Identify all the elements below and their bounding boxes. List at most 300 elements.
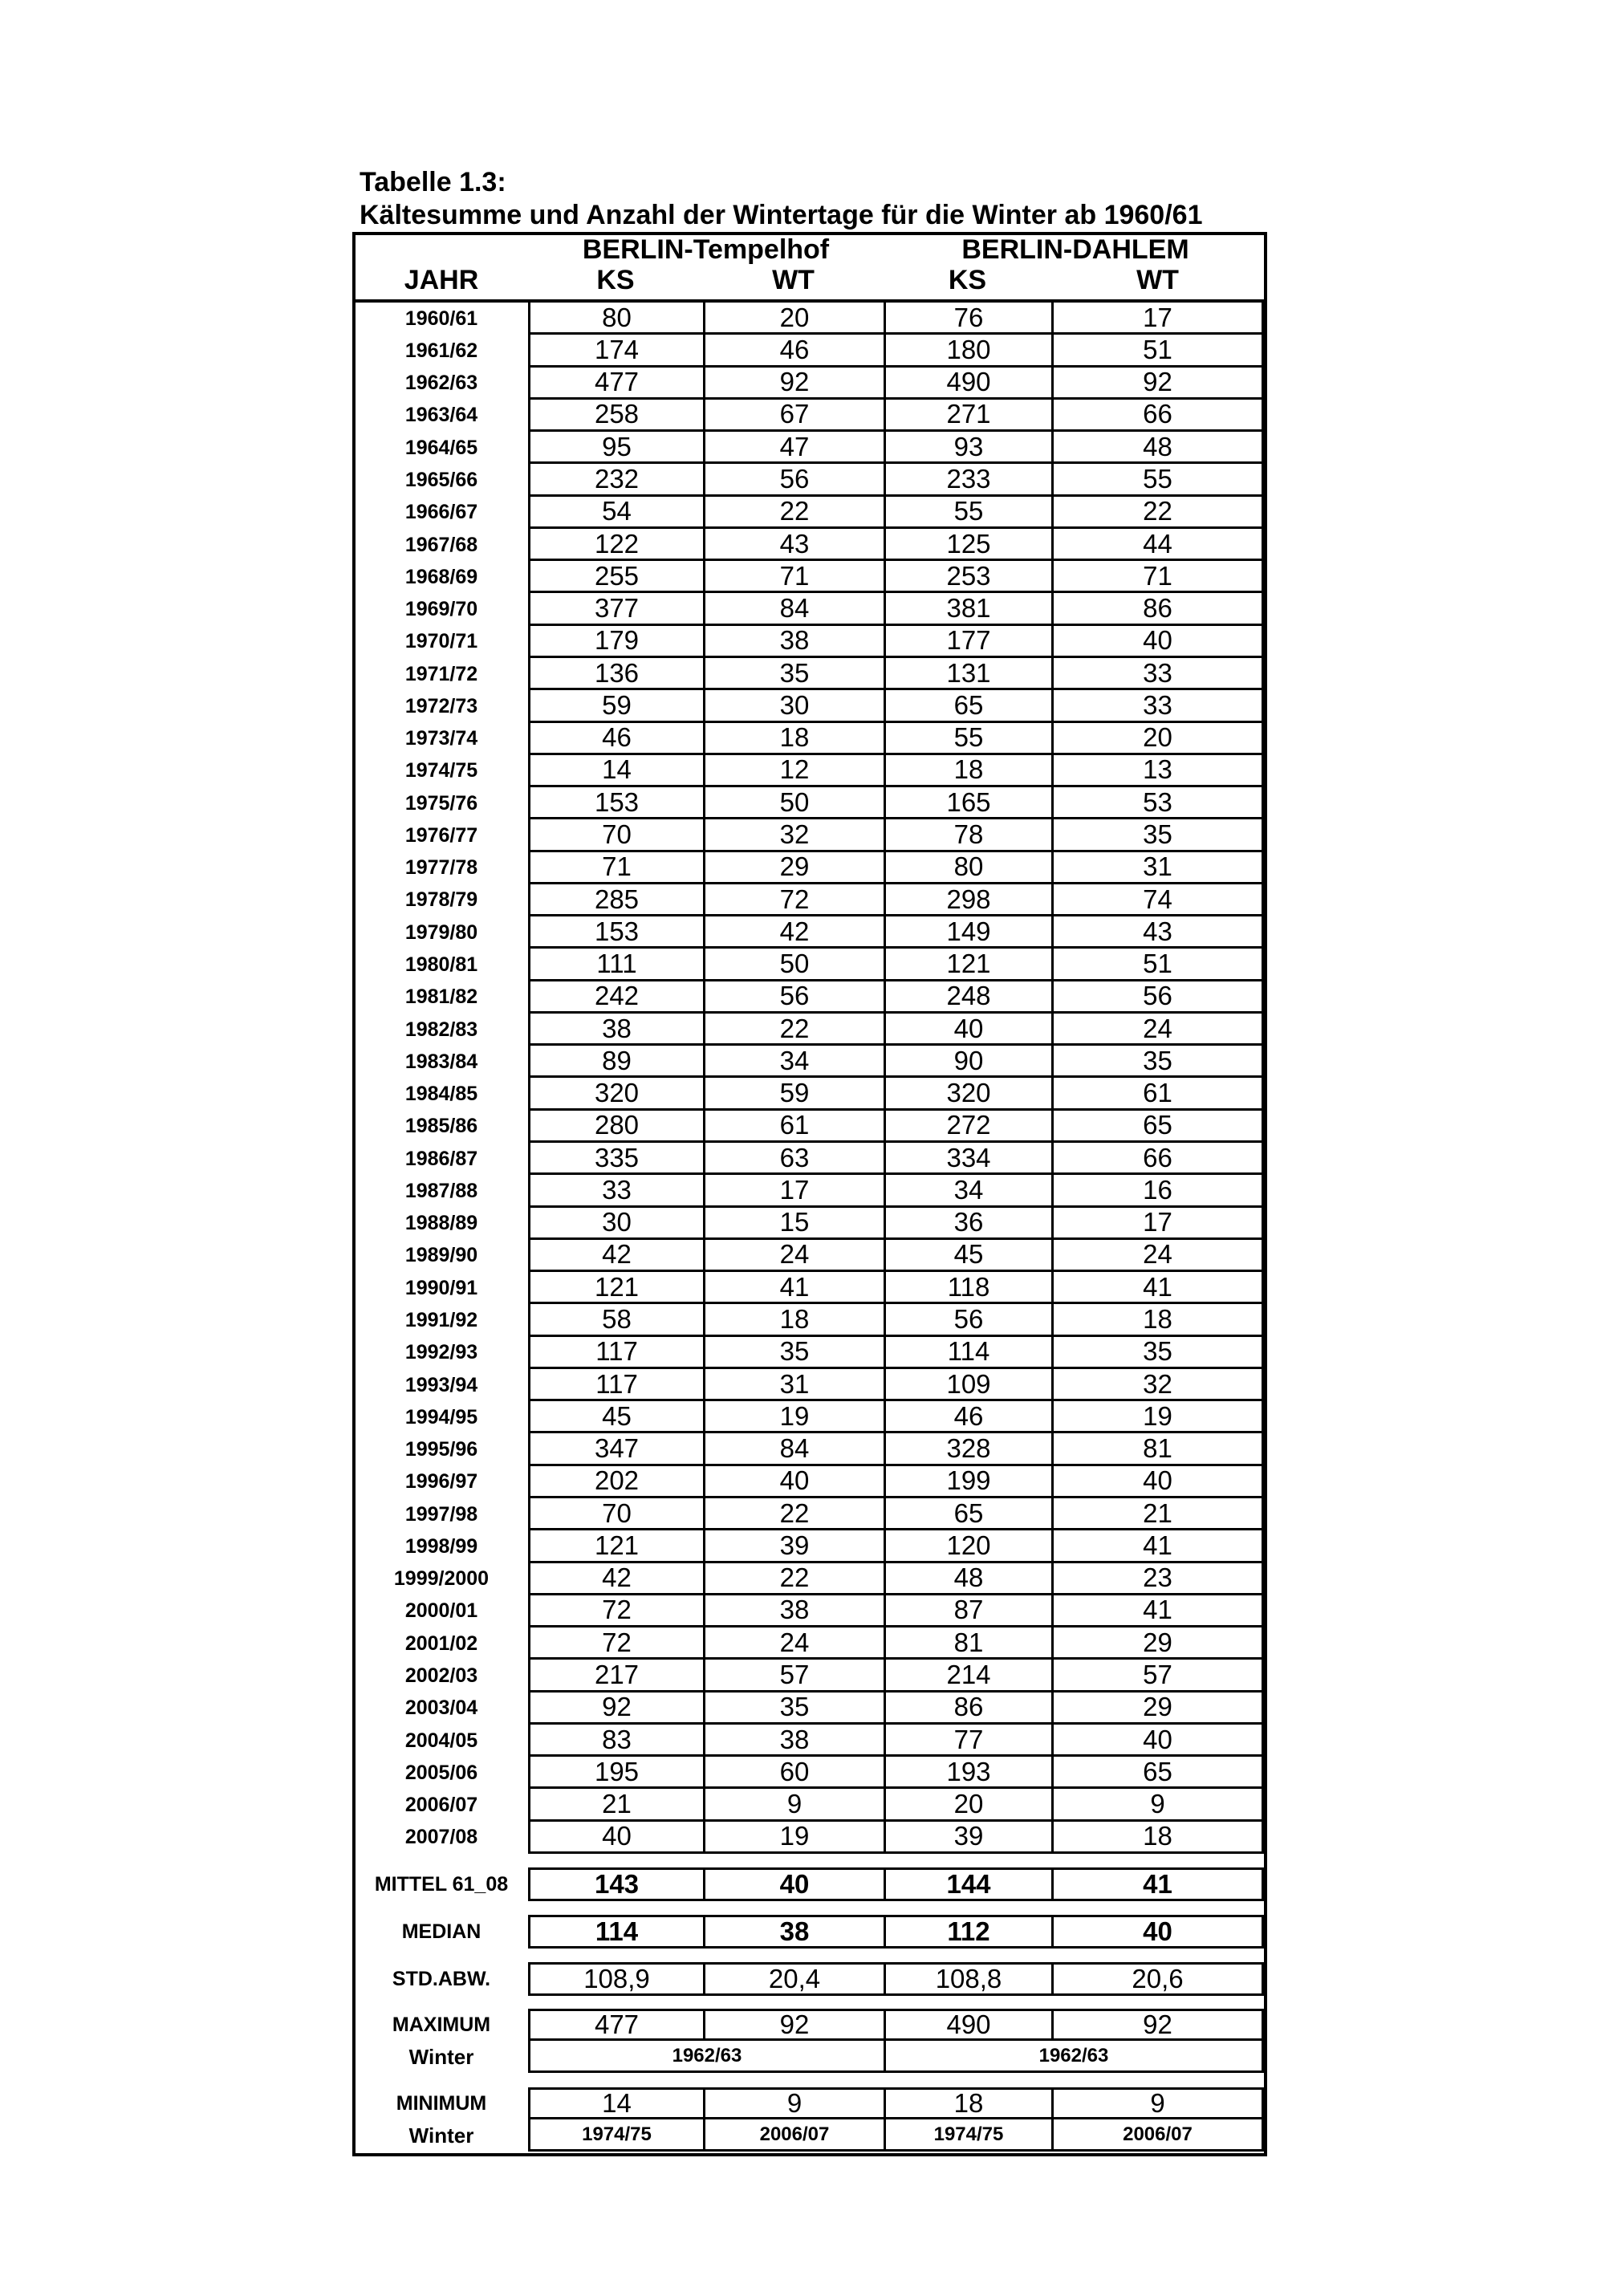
table-row xyxy=(356,1563,1264,1595)
table-cell: 120 xyxy=(884,1530,1051,1562)
table-cell: 38 xyxy=(528,1014,703,1046)
table-cell: 71 xyxy=(703,561,884,593)
stat-label: MITTEL 61_08 xyxy=(374,1872,509,1896)
year-label: 1986/87 xyxy=(404,1147,478,1170)
table-cell: 114 xyxy=(884,1337,1051,1369)
table-cell: 35 xyxy=(703,658,884,690)
table-row xyxy=(356,529,1264,561)
year-label: 1984/85 xyxy=(404,1083,478,1106)
table-cell: 179 xyxy=(528,626,703,658)
table-cell: 285 xyxy=(528,884,703,916)
table-cell: 33 xyxy=(528,1175,703,1207)
table-cell: 21 xyxy=(1051,1498,1264,1530)
table-cell: 34 xyxy=(884,1175,1051,1207)
table-row xyxy=(356,884,1264,916)
table-cell: 253 xyxy=(884,561,1051,593)
table-cell: 272 xyxy=(884,1111,1051,1143)
stat-cell: 2006/07 xyxy=(703,2119,884,2152)
table-title: Kältesumme und Anzahl der Wintertage für die Winter ab 1960/61 xyxy=(360,200,1203,230)
year-label: 1965/66 xyxy=(404,468,478,491)
table-row xyxy=(356,723,1264,755)
stat-cell: 114 xyxy=(528,1915,703,1949)
table-cell: 174 xyxy=(528,335,703,367)
col-header-wt-tempelhof: WT xyxy=(772,265,815,295)
col-header-ks-dahlem: KS xyxy=(948,265,987,295)
table-row xyxy=(356,755,1264,787)
table-cell: 55 xyxy=(1051,464,1264,496)
year-label: 1999/2000 xyxy=(393,1567,490,1591)
year-label: 2003/04 xyxy=(404,1697,478,1720)
table-row xyxy=(356,1498,1264,1530)
table-cell: 477 xyxy=(528,368,703,400)
table-cell: 122 xyxy=(528,529,703,561)
stat-cell: 144 xyxy=(884,1867,1051,1901)
table-cell: 381 xyxy=(884,593,1051,625)
table-cell: 35 xyxy=(703,1337,884,1369)
table-cell: 38 xyxy=(703,1725,884,1757)
year-label: 1987/88 xyxy=(404,1179,478,1202)
table-cell: 83 xyxy=(528,1725,703,1757)
table-row xyxy=(356,1530,1264,1562)
year-label: 1968/69 xyxy=(404,565,478,588)
table-row xyxy=(356,1595,1264,1628)
table-cell: 56 xyxy=(703,981,884,1014)
table-cell: 42 xyxy=(528,1240,703,1272)
table-cell: 65 xyxy=(884,690,1051,722)
table-cell: 59 xyxy=(703,1078,884,1110)
table-cell: 199 xyxy=(884,1466,1051,1498)
stat-row-mittel xyxy=(356,1867,1264,1901)
table-row xyxy=(356,1369,1264,1401)
table-row xyxy=(356,852,1264,884)
stat-cell: 40 xyxy=(703,1867,884,1901)
year-label: 1971/72 xyxy=(404,662,478,685)
table-cell: 80 xyxy=(884,852,1051,884)
year-label: 1990/91 xyxy=(404,1276,478,1299)
table-cell: 66 xyxy=(1051,1143,1264,1175)
table-cell: 51 xyxy=(1051,949,1264,981)
table-cell: 121 xyxy=(884,949,1051,981)
stat-cell: 92 xyxy=(1051,2009,1264,2041)
table-cell: 121 xyxy=(528,1530,703,1562)
year-label: 1967/68 xyxy=(404,533,478,556)
stat-row-max-winter xyxy=(356,2041,1264,2073)
stat-row-median xyxy=(356,1915,1264,1949)
table-cell: 165 xyxy=(884,787,1051,819)
year-label: 1972/73 xyxy=(404,694,478,717)
table-cell: 55 xyxy=(884,723,1051,755)
table-cell: 22 xyxy=(703,1563,884,1595)
table-cell: 59 xyxy=(528,690,703,722)
table-row xyxy=(356,432,1264,464)
table-cell: 17 xyxy=(703,1175,884,1207)
year-label: 1988/89 xyxy=(404,1212,478,1235)
year-label: 2001/02 xyxy=(404,1632,478,1655)
table-cell: 40 xyxy=(884,1014,1051,1046)
table-cell: 490 xyxy=(884,368,1051,400)
table-row xyxy=(356,1757,1264,1789)
table-row xyxy=(356,1143,1264,1175)
table-cell: 12 xyxy=(703,755,884,787)
table-cell: 125 xyxy=(884,529,1051,561)
year-label: 1977/78 xyxy=(404,856,478,880)
table-cell: 18 xyxy=(703,1304,884,1336)
table-row xyxy=(356,1078,1264,1110)
year-label: 1976/77 xyxy=(404,823,478,847)
table-cell: 335 xyxy=(528,1143,703,1175)
stat-cell: 40 xyxy=(1051,1915,1264,1949)
table-cell: 60 xyxy=(703,1757,884,1789)
table-cell: 22 xyxy=(703,1498,884,1530)
stat-cell: 2006/07 xyxy=(1051,2119,1264,2152)
table-cell: 86 xyxy=(1051,593,1264,625)
year-label: 1992/93 xyxy=(404,1341,478,1364)
table-cell: 56 xyxy=(1051,981,1264,1014)
table-cell: 21 xyxy=(528,1789,703,1821)
table-cell: 71 xyxy=(528,852,703,884)
table-row xyxy=(356,1660,1264,1692)
stat-label: Winter xyxy=(408,2044,474,2069)
table-cell: 232 xyxy=(528,464,703,496)
table-cell: 29 xyxy=(703,852,884,884)
year-label: 1983/84 xyxy=(404,1050,478,1073)
table-row xyxy=(356,981,1264,1014)
table-cell: 33 xyxy=(1051,690,1264,722)
table-cell: 13 xyxy=(1051,755,1264,787)
table-cell: 40 xyxy=(1051,626,1264,658)
table-cell: 24 xyxy=(1051,1014,1264,1046)
table-cell: 214 xyxy=(884,1660,1051,1692)
stat-cell: 41 xyxy=(1051,1867,1264,1901)
table-cell: 65 xyxy=(1051,1757,1264,1789)
table-row xyxy=(356,916,1264,949)
table-cell: 48 xyxy=(1051,432,1264,464)
table-cell: 22 xyxy=(703,1014,884,1046)
table-cell: 81 xyxy=(884,1628,1051,1660)
table-cell: 84 xyxy=(703,593,884,625)
table-cell: 44 xyxy=(1051,529,1264,561)
table-cell: 29 xyxy=(1051,1628,1264,1660)
table-row xyxy=(356,1466,1264,1498)
table-cell: 38 xyxy=(703,626,884,658)
table-cell: 19 xyxy=(703,1401,884,1433)
table-cell: 93 xyxy=(884,432,1051,464)
table-cell: 56 xyxy=(703,464,884,496)
table-cell: 30 xyxy=(528,1208,703,1240)
table-cell: 71 xyxy=(1051,561,1264,593)
year-label: 1994/95 xyxy=(404,1405,478,1428)
table-cell: 24 xyxy=(703,1628,884,1660)
table-cell: 33 xyxy=(1051,658,1264,690)
table-cell: 118 xyxy=(884,1272,1051,1304)
table-cell: 15 xyxy=(703,1208,884,1240)
table-cell: 40 xyxy=(528,1822,703,1854)
table-cell: 39 xyxy=(703,1530,884,1562)
table-cell: 22 xyxy=(1051,497,1264,529)
table-row xyxy=(356,1725,1264,1757)
table-row xyxy=(356,335,1264,367)
table-cell: 18 xyxy=(703,723,884,755)
table-cell: 87 xyxy=(884,1595,1051,1628)
table-cell: 177 xyxy=(884,626,1051,658)
table-cell: 53 xyxy=(1051,787,1264,819)
table-row xyxy=(356,1046,1264,1078)
table-cell: 54 xyxy=(528,497,703,529)
table-cell: 45 xyxy=(528,1401,703,1433)
table-cell: 153 xyxy=(528,787,703,819)
table-cell: 17 xyxy=(1051,303,1264,335)
table-cell: 320 xyxy=(884,1078,1051,1110)
table-row xyxy=(356,1175,1264,1207)
table-cell: 377 xyxy=(528,593,703,625)
table-cell: 43 xyxy=(1051,916,1264,949)
table-cell: 153 xyxy=(528,916,703,949)
table-row xyxy=(356,1337,1264,1369)
stat-label: STD.ABW. xyxy=(392,1967,491,1990)
table-row xyxy=(356,1401,1264,1433)
year-label: 2007/08 xyxy=(404,1826,478,1849)
table-cell: 136 xyxy=(528,658,703,690)
table-cell: 40 xyxy=(703,1466,884,1498)
year-label: 2004/05 xyxy=(404,1729,478,1752)
table-cell: 111 xyxy=(528,949,703,981)
year-label: 1963/64 xyxy=(404,404,478,427)
table-cell: 18 xyxy=(884,755,1051,787)
table-row xyxy=(356,497,1264,529)
table-cell: 72 xyxy=(703,884,884,916)
table-cell: 40 xyxy=(1051,1466,1264,1498)
table-cell: 22 xyxy=(703,497,884,529)
stat-cell: 112 xyxy=(884,1915,1051,1949)
table-cell: 248 xyxy=(884,981,1051,1014)
table-row xyxy=(356,1208,1264,1240)
year-label: 1993/94 xyxy=(404,1373,478,1396)
table-row xyxy=(356,658,1264,690)
table-row xyxy=(356,303,1264,335)
table-cell: 86 xyxy=(884,1693,1051,1725)
table-cell: 255 xyxy=(528,561,703,593)
station-dahlem-header: BERLIN-DAHLEM xyxy=(961,234,1189,265)
table-row xyxy=(356,690,1264,722)
table-row xyxy=(356,368,1264,400)
stat-cell: 477 xyxy=(528,2009,703,2041)
table-row xyxy=(356,1789,1264,1821)
table-cell: 242 xyxy=(528,981,703,1014)
table-cell: 16 xyxy=(1051,1175,1264,1207)
table-cell: 74 xyxy=(1051,884,1264,916)
year-label: 1980/81 xyxy=(404,953,478,977)
year-label: 1981/82 xyxy=(404,985,478,1009)
table-row xyxy=(356,464,1264,496)
table-cell: 66 xyxy=(1051,400,1264,432)
table-cell: 57 xyxy=(1051,1660,1264,1692)
table-cell: 46 xyxy=(884,1401,1051,1433)
table-cell: 35 xyxy=(1051,1046,1264,1078)
table-cell: 65 xyxy=(884,1498,1051,1530)
table-cell: 9 xyxy=(1051,1789,1264,1821)
table-cell: 35 xyxy=(703,1693,884,1725)
stat-cell: 1974/75 xyxy=(528,2119,703,2152)
stat-row-maximum xyxy=(356,2009,1264,2041)
table-cell: 35 xyxy=(1051,1337,1264,1369)
table-cell: 30 xyxy=(703,690,884,722)
year-label: 2002/03 xyxy=(404,1664,478,1687)
table-cell: 202 xyxy=(528,1466,703,1498)
table-cell: 233 xyxy=(884,464,1051,496)
table-cell: 41 xyxy=(1051,1530,1264,1562)
year-label: 1996/97 xyxy=(404,1470,478,1493)
table-cell: 55 xyxy=(884,497,1051,529)
stat-label: MEDIAN xyxy=(401,1920,482,1943)
table-cell: 92 xyxy=(1051,368,1264,400)
table-cell: 90 xyxy=(884,1046,1051,1078)
table-cell: 48 xyxy=(884,1563,1051,1595)
table-cell: 17 xyxy=(1051,1208,1264,1240)
year-label: 1964/65 xyxy=(404,436,478,459)
table-cell: 38 xyxy=(703,1595,884,1628)
year-label: 1962/63 xyxy=(404,372,478,395)
year-label: 1975/76 xyxy=(404,791,478,815)
table-cell: 180 xyxy=(884,335,1051,367)
table-cell: 72 xyxy=(528,1628,703,1660)
table-cell: 39 xyxy=(884,1822,1051,1854)
table-cell: 117 xyxy=(528,1337,703,1369)
table-cell: 42 xyxy=(528,1563,703,1595)
stat-cell: 1962/63 xyxy=(884,2041,1264,2073)
table-row xyxy=(356,561,1264,593)
year-label: 1998/99 xyxy=(404,1534,478,1558)
stat-cell: 9 xyxy=(703,2087,884,2119)
table-cell: 40 xyxy=(1051,1725,1264,1757)
table-row xyxy=(356,1304,1264,1336)
table-cell: 36 xyxy=(884,1208,1051,1240)
table-cell: 31 xyxy=(1051,852,1264,884)
table-cell: 31 xyxy=(703,1369,884,1401)
year-label: 2000/01 xyxy=(404,1599,478,1623)
stat-cell: 1974/75 xyxy=(884,2119,1051,2152)
table-row xyxy=(356,1822,1264,1854)
table-cell: 20 xyxy=(1051,723,1264,755)
table-cell: 56 xyxy=(884,1304,1051,1336)
stat-cell: 20,4 xyxy=(703,1962,884,1996)
stat-cell: 108,8 xyxy=(884,1962,1051,1996)
col-header-jahr: JAHR xyxy=(404,265,479,295)
table-cell: 92 xyxy=(528,1693,703,1725)
stat-cell: 38 xyxy=(703,1915,884,1949)
stat-cell: 14 xyxy=(528,2087,703,2119)
stat-row-std-abw xyxy=(356,1962,1264,1996)
table-row xyxy=(356,626,1264,658)
table-cell: 51 xyxy=(1051,335,1264,367)
table-cell: 109 xyxy=(884,1369,1051,1401)
table-row xyxy=(356,1628,1264,1660)
table-cell: 46 xyxy=(703,335,884,367)
year-label: 1974/75 xyxy=(404,759,478,782)
table-cell: 24 xyxy=(1051,1240,1264,1272)
table-cell: 50 xyxy=(703,949,884,981)
table-cell: 34 xyxy=(703,1046,884,1078)
year-label: 1961/62 xyxy=(404,339,478,362)
year-label: 1960/61 xyxy=(404,307,478,330)
station-tempelhof-header: BERLIN-Tempelhof xyxy=(582,234,830,265)
stat-row-min-winter xyxy=(356,2119,1264,2152)
year-label: 1969/70 xyxy=(404,598,478,621)
table-cell: 61 xyxy=(703,1111,884,1143)
table-cell: 20 xyxy=(884,1789,1051,1821)
year-label: 1991/92 xyxy=(404,1308,478,1331)
table-cell: 347 xyxy=(528,1433,703,1465)
table-cell: 46 xyxy=(528,723,703,755)
stat-label: MAXIMUM xyxy=(392,2013,491,2036)
stat-cell: 490 xyxy=(884,2009,1051,2041)
year-label: 1966/67 xyxy=(404,501,478,524)
table-cell: 89 xyxy=(528,1046,703,1078)
stat-cell: 92 xyxy=(703,2009,884,2041)
year-label: 1985/86 xyxy=(404,1115,478,1138)
table-cell: 58 xyxy=(528,1304,703,1336)
table-cell: 280 xyxy=(528,1111,703,1143)
table-row xyxy=(356,1111,1264,1143)
stat-cell: 20,6 xyxy=(1051,1962,1264,1996)
table-cell: 45 xyxy=(884,1240,1051,1272)
table-header xyxy=(356,235,1264,303)
table-cell: 334 xyxy=(884,1143,1051,1175)
table-cell: 19 xyxy=(1051,1401,1264,1433)
table-cell: 29 xyxy=(1051,1693,1264,1725)
table-cell: 57 xyxy=(703,1660,884,1692)
table-cell: 20 xyxy=(703,303,884,335)
table-cell: 70 xyxy=(528,819,703,851)
table-cell: 63 xyxy=(703,1143,884,1175)
table-row xyxy=(356,949,1264,981)
table-cell: 50 xyxy=(703,787,884,819)
year-label: 1995/96 xyxy=(404,1438,478,1461)
table-cell: 117 xyxy=(528,1369,703,1401)
table-cell: 217 xyxy=(528,1660,703,1692)
stat-label: Winter xyxy=(408,2123,474,2148)
table-cell: 67 xyxy=(703,400,884,432)
stat-cell: 1962/63 xyxy=(528,2041,884,2073)
table-cell: 24 xyxy=(703,1240,884,1272)
table-cell: 35 xyxy=(1051,819,1264,851)
table-row xyxy=(356,787,1264,819)
table-cell: 41 xyxy=(1051,1595,1264,1628)
table-cell: 149 xyxy=(884,916,1051,949)
table-cell: 41 xyxy=(1051,1272,1264,1304)
year-label: 1979/80 xyxy=(404,920,478,944)
stat-cell: 9 xyxy=(1051,2087,1264,2119)
table-number: Tabelle 1.3: xyxy=(360,167,506,197)
table-row xyxy=(356,1014,1264,1046)
year-label: 1989/90 xyxy=(404,1244,478,1267)
table-cell: 18 xyxy=(1051,1304,1264,1336)
stat-cell: 108,9 xyxy=(528,1962,703,1996)
table-cell: 72 xyxy=(528,1595,703,1628)
year-label: 1973/74 xyxy=(404,727,478,750)
table-cell: 328 xyxy=(884,1433,1051,1465)
year-label: 1982/83 xyxy=(404,1018,478,1041)
year-label: 1978/79 xyxy=(404,888,478,912)
table-row xyxy=(356,593,1264,625)
table-cell: 320 xyxy=(528,1078,703,1110)
table-cell: 23 xyxy=(1051,1563,1264,1595)
table-cell: 61 xyxy=(1051,1078,1264,1110)
table-cell: 41 xyxy=(703,1272,884,1304)
year-label: 1970/71 xyxy=(404,630,478,653)
table-row xyxy=(356,1693,1264,1725)
table-cell: 76 xyxy=(884,303,1051,335)
table-cell: 84 xyxy=(703,1433,884,1465)
